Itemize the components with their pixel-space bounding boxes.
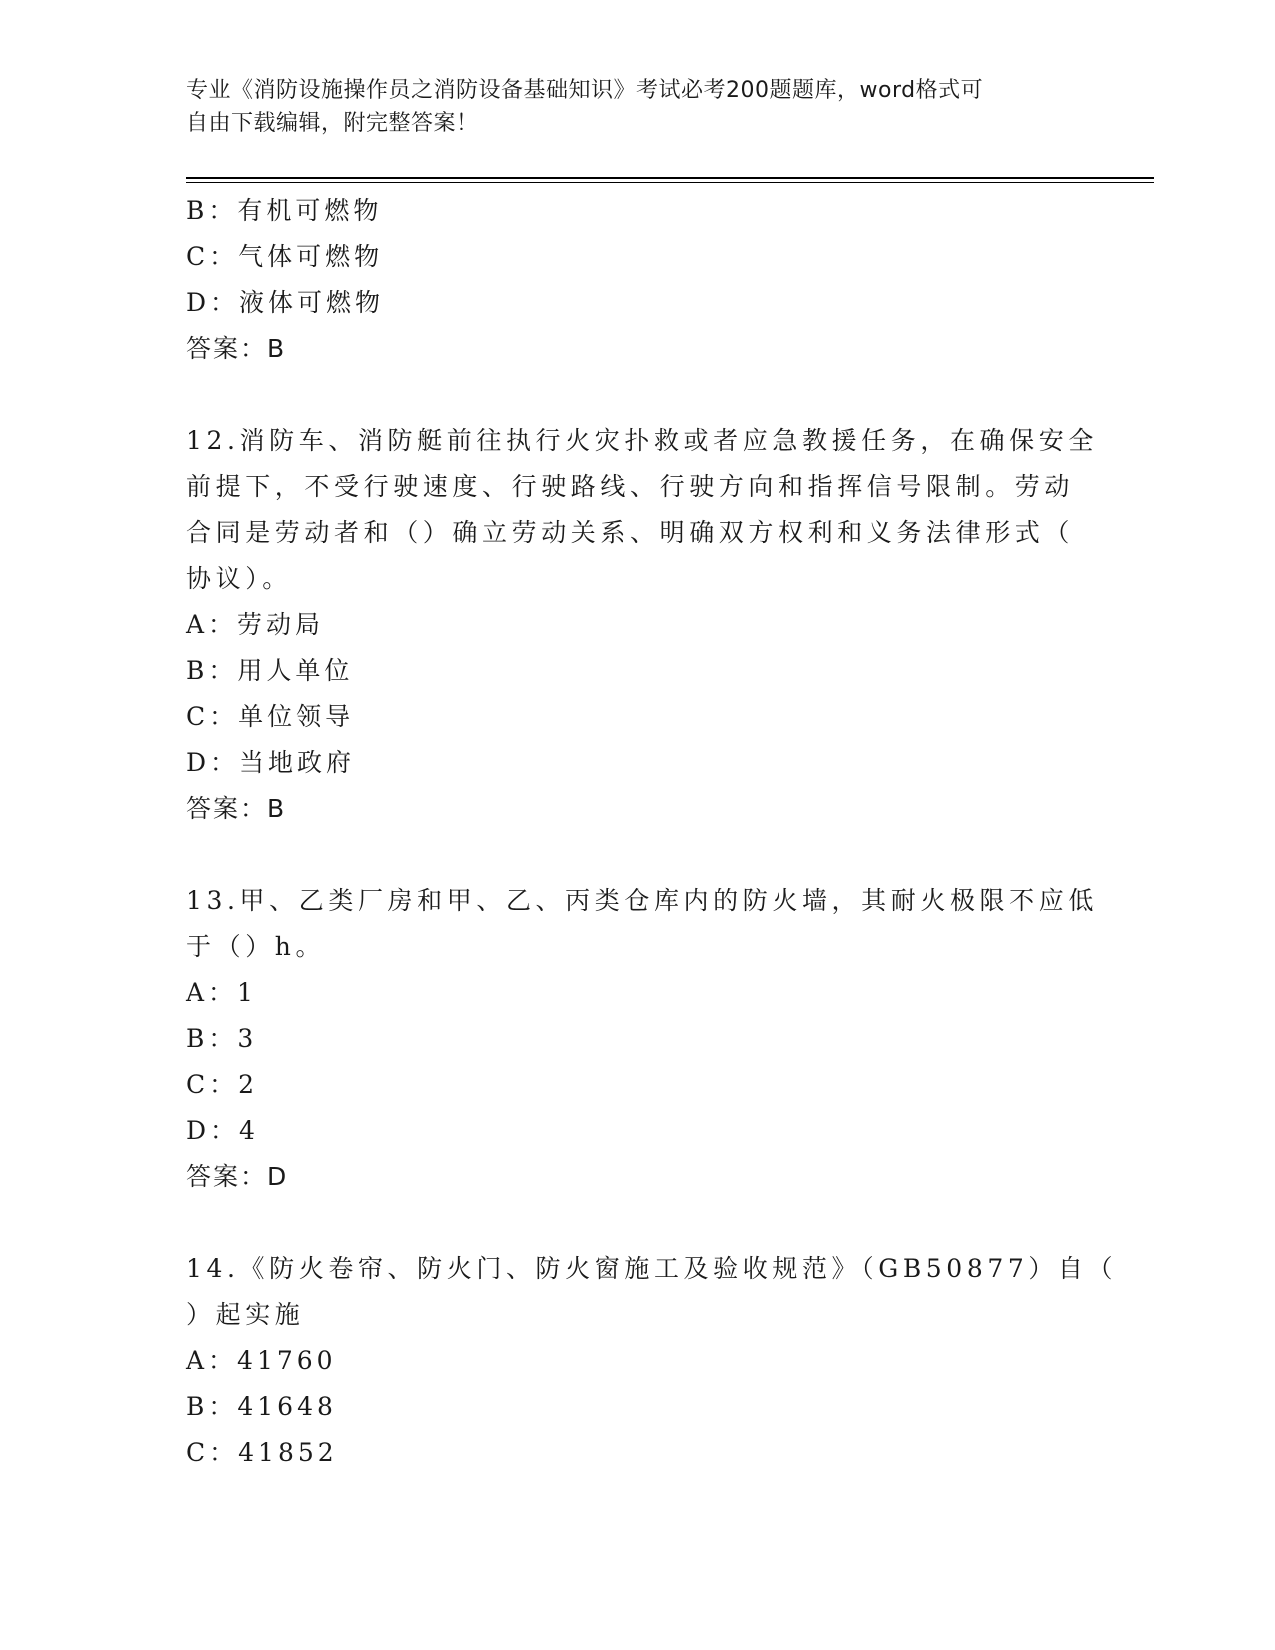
stem-line: 12.消防车、消防艇前往执行火灾扑救或者应急教援任务，在确保安全 xyxy=(186,426,1098,455)
option-c: C：2 xyxy=(186,1070,259,1099)
header-rule-thick xyxy=(186,177,1154,179)
stem-line: 13.甲、乙类厂房和甲、乙、丙类仓库内的防火墙，其耐火极限不应低 xyxy=(186,886,1098,915)
stem-line: ）起实施 xyxy=(186,1300,305,1329)
question-stem xyxy=(186,418,1098,602)
question-list xyxy=(186,188,1118,1476)
question-11-continued xyxy=(186,188,1086,372)
document-header xyxy=(186,74,1066,140)
option-d: D：液体可燃物 xyxy=(186,288,385,317)
option-c: C：41852 xyxy=(186,1438,338,1467)
answer-line: 答案：B xyxy=(186,334,287,363)
spacer xyxy=(186,832,1086,878)
stem-line: 合同是劳动者和（）确立劳动关系、明确双方权利和义务法律形式（ xyxy=(186,518,1075,547)
option-b: B：用人单位 xyxy=(186,656,354,685)
option-c: C：气体可燃物 xyxy=(186,242,384,271)
answer-line: 答案：D xyxy=(186,1162,289,1191)
header-line-1: 专业《消防设施操作员之消防设备基础知识》考试必考200题题库，word格式可 xyxy=(186,78,984,103)
option-d: D：4 xyxy=(186,1116,259,1145)
option-a: A：41760 xyxy=(186,1346,337,1375)
question-stem xyxy=(186,1246,1118,1338)
question-14 xyxy=(186,1246,1118,1476)
spacer xyxy=(186,1200,1086,1246)
option-d: D：当地政府 xyxy=(186,748,356,777)
option-b: B：41648 xyxy=(186,1392,337,1421)
question-12 xyxy=(186,418,1098,832)
spacer xyxy=(186,372,1086,418)
option-c: C：单位领导 xyxy=(186,702,355,731)
stem-line: 协议）。 xyxy=(186,564,292,593)
option-a: A：劳动局 xyxy=(186,610,325,639)
header-rule-thin xyxy=(186,182,1154,183)
question-13 xyxy=(186,878,1098,1200)
option-b: B：3 xyxy=(186,1024,258,1053)
option-b: B：有机可燃物 xyxy=(186,196,383,225)
answer-line: 答案：B xyxy=(186,794,287,823)
question-stem xyxy=(186,878,1098,970)
stem-line: 14.《防火卷帘、防火门、防火窗施工及验收规范》（GB50877）自（ xyxy=(186,1254,1118,1283)
header-line-2: 自由下载编辑，附完整答案！ xyxy=(186,111,479,136)
stem-line: 前提下，不受行驶速度、行驶路线、行驶方向和指挥信号限制。劳动 xyxy=(186,472,1075,501)
option-a: A：1 xyxy=(186,978,257,1007)
stem-line: 于（）h。 xyxy=(186,932,326,961)
